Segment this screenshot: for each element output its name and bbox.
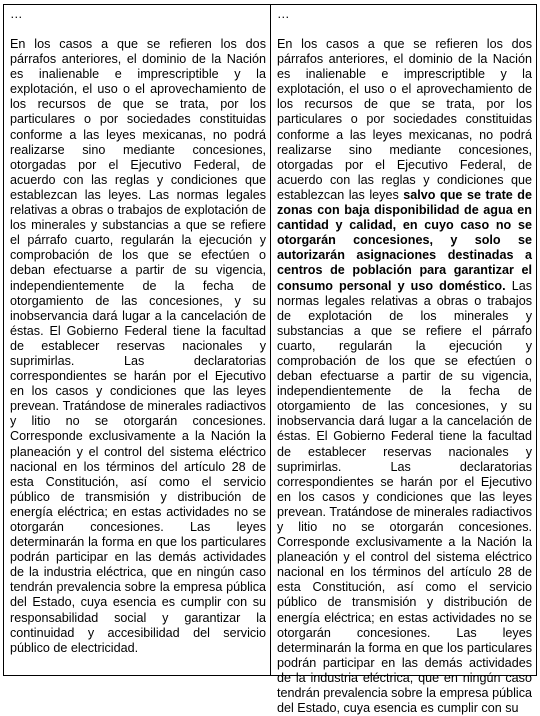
left-paragraph: En los casos a que se refieren los dos párrafos anteriores, el dominio de la Nación es inalienable e imprescriptible y la explotación, el uso o el aprovechamiento de los recursos de que se trata, por los particulares o por sociedades constituidas conforme a las leyes mexicanas, no podrá realizarse sino mediante concesiones, otorgadas por el Ejecutivo Federal, de acuerdo con las reglas y condiciones que establezcan las leyes. Las normas legales relativas a obras o trabajos de explotación de los minerales y substancias a que se refiere el párrafo cuarto, regularán la ejecución y comprobación de los que se efectúen o deban efectuarse a partir de su vigencia, independientemente de la fecha de otorgamiento de las concesiones, y su inobservancia dará lugar a la cancelación de éstas. El Gobierno Federal tiene la facultad de establecer reservas nacionales y suprimirlas. Las declaratorias correspondientes se harán por el Ejecutivo en los casos y condiciones que las leyes prevean. Tratándose de minerales radiactivos y litio no se otorgarán concesiones. Corresponde exclusivamente a la Nación la planeación y el control del sistema eléctrico nacional en los términos del artículo 28 de esta Constitución, así como el servicio público de transmisión y distribución de energía eléctrica; en estas actividades no se otorgarán concesiones. Las leyes determinarán la forma en que los particulares podrán participar en las demás actividades de la industria eléctrica, que en ningún caso tendrán prevalencia sobre la empresa pública del Estado, cuya esencia es cumplir con su responsabilidad social y garantizar la continuidad y accesibilidad del servicio público de electricidad. bbox=[10, 37, 266, 655]
right-text-before: En los casos a que se refieren los dos párrafos anteriores, el dominio de la Nación es inalienable e imprescriptible y la explotación, el uso o el aprovechamiento de los recursos de que se trata, por los particulares o por sociedades constituidas conforme a las leyes mexicanas, no podrá realizarse sino mediante concesiones, otorgadas por el Ejecutivo Federal, de acuerdo con las reglas y condiciones que establezcan las leyes bbox=[277, 37, 532, 202]
right-spacer bbox=[277, 22, 532, 37]
left-ellipsis: … bbox=[10, 7, 23, 21]
right-text-after: Las normas legales relativas a obras o trabajos de explotación de los minerales y substancias a que se refiere el párrafo cuarto, regularán la ejecución y comprobación de los que se efectúen o deban efectuarse a partir de su vigencia, independientemente de la fecha de otorgamiento de las concesiones, y su inobservancia dará lugar a la cancelación de éstas. El Gobierno Federal tiene la facultad de establecer reservas nacionales y suprimirlas. Las declaratorias correspondientes se harán por el Ejecutivo en los casos y condiciones que las leyes prevean. Tratándose de minerales radiactivos y litio no se otorgarán concesiones. Corresponde exclusivamente a la Nación la planeación y el control del sistema eléctrico nacional en los términos del artículo 28 de esta Constitución, así como el servicio público de transmisión y distribución de energía eléctrica; en estas actividades no se otorgarán concesiones. Las leyes determinarán la forma en que los particulares podrán participar en las demás actividades de la industria eléctrica, que en ningún caso tendrán prevalencia sobre la empresa pública del Estado, cuya esencia es cumplir con su bbox=[277, 278, 532, 716]
comparison-table bbox=[3, 4, 537, 716]
right-column bbox=[270, 5, 536, 716]
right-ellipsis: … bbox=[277, 7, 290, 21]
right-paragraph bbox=[277, 37, 532, 716]
right-text-bold: salvo que se trate de zonas con baja disponibilidad de agua en cantidad y calidad, en cuyo caso no se otorgarán concesiones, y solo se autorizarán asignaciones destinadas a centros de población para garantizar el consumo personal y uso doméstico. bbox=[277, 187, 532, 293]
left-spacer bbox=[10, 22, 266, 37]
left-column bbox=[4, 5, 270, 675]
